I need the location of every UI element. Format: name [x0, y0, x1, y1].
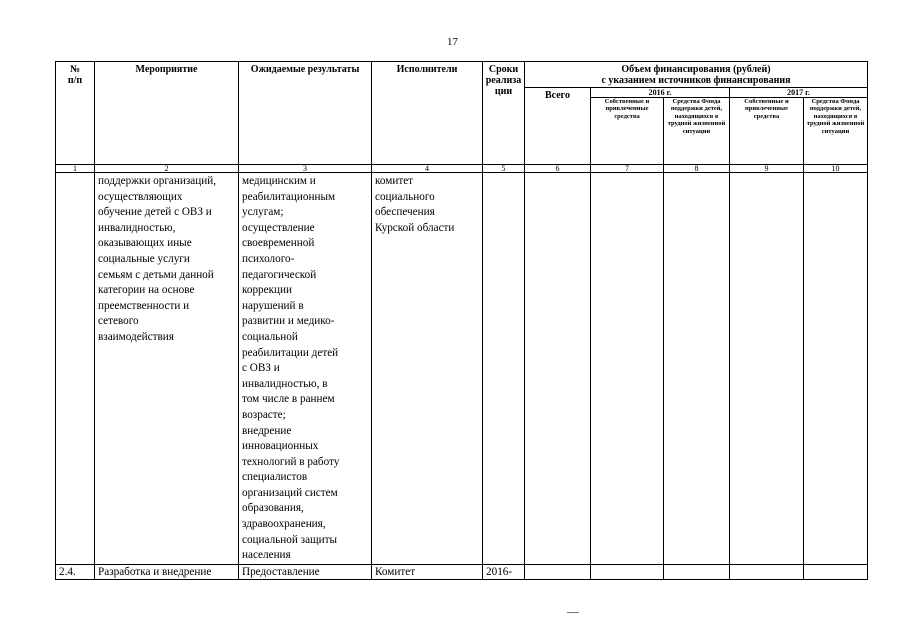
row-own-2017-cell: [730, 564, 804, 579]
row-event-cell: поддержки организаций, осуществляющих обучение детей с ОВЗ и инвалидностью, оказывающих иные социальные услуги семьям с детьми данной категории на основе преемственности и сетевого взаимодействия: [95, 173, 239, 565]
table-row: [56, 173, 868, 565]
header-num: № п/п: [56, 62, 95, 165]
column-number: 9: [730, 165, 804, 173]
row-fund-2017-cell: [804, 564, 868, 579]
row-own-2016-cell: [591, 564, 664, 579]
column-number: 7: [591, 165, 664, 173]
column-number-row: [56, 165, 868, 173]
row-terms-cell: 2016-: [483, 564, 525, 579]
row-num-cell: 2.4.: [56, 564, 95, 579]
header-year-2017: 2017 г.: [730, 88, 868, 98]
header-executors: Исполнители: [372, 62, 483, 165]
header-event: Мероприятие: [95, 62, 239, 165]
column-number: 8: [664, 165, 730, 173]
header-fund-2017: Средства Фонда поддержки детей, находящихся в трудной жизненной ситуации: [804, 98, 868, 165]
row-total-cell: [525, 173, 591, 565]
column-number: 6: [525, 165, 591, 173]
scan-mark: [567, 612, 579, 613]
header-year-2016: 2016 г.: [591, 88, 730, 98]
row-event-cell: Разработка и внедрение: [95, 564, 239, 579]
header-total: Всего: [525, 88, 591, 165]
header-results: Ожидаемые результаты: [239, 62, 372, 165]
row-total-cell: [525, 564, 591, 579]
page-number: 17: [447, 36, 458, 48]
column-number: 5: [483, 165, 525, 173]
row-executors-cell: комитет социального обеспечения Курской области: [372, 173, 483, 565]
financing-table: [55, 61, 868, 580]
header-own-funds-2017: Собственные и привлеченные средства: [730, 98, 804, 165]
row-own-2016-cell: [591, 173, 664, 565]
row-fund-2017-cell: [804, 173, 868, 565]
column-number: 1: [56, 165, 95, 173]
row-num-cell: [56, 173, 95, 565]
column-number: 4: [372, 165, 483, 173]
row-executors-cell: Комитет: [372, 564, 483, 579]
row-own-2017-cell: [730, 173, 804, 565]
header-terms: Сроки реализа ции: [483, 62, 525, 165]
header-own-funds-2016: Собственные и привлеченные средства: [591, 98, 664, 165]
column-number: 2: [95, 165, 239, 173]
row-results-cell: Предоставление: [239, 564, 372, 579]
column-number: 10: [804, 165, 868, 173]
column-number: 3: [239, 165, 372, 173]
row-fund-2016-cell: [664, 564, 730, 579]
header-fund-2016: Средства Фонда поддержки детей, находящихся в трудной жизненной ситуации: [664, 98, 730, 165]
table-row: [56, 564, 868, 579]
row-results-cell: медицинским и реабилитационным услугам; осуществление своевременной психолого- педагогической коррекции нарушений в развитии и медико- социальной реабилитации детей с ОВЗ и инвалидностью, в том числе в раннем возрасте; внедрение инновационных технологий в работу специалистов организаций систем образования, здравоохранения, социальной защиты населения: [239, 173, 372, 565]
header-funding: Объем финансирования (рублей) с указанием источников финансирования: [525, 62, 868, 88]
row-fund-2016-cell: [664, 173, 730, 565]
row-terms-cell: [483, 173, 525, 565]
